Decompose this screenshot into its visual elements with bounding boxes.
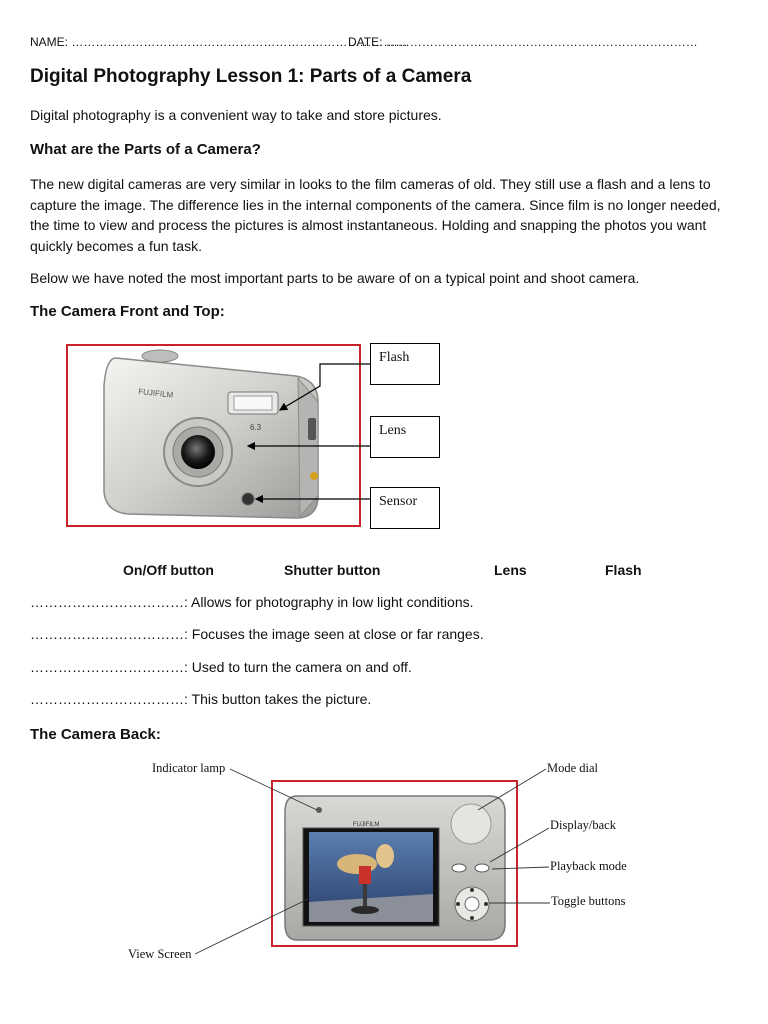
word-bank-item: Flash xyxy=(605,562,642,578)
label-lens: Lens xyxy=(370,416,440,458)
answer-blank[interactable]: ……………………………: xyxy=(30,594,188,610)
page-title: Digital Photography Lesson 1: Parts of a Camera xyxy=(30,66,472,87)
answer-blank[interactable]: ……………………………: xyxy=(30,691,188,707)
section-heading-back: The Camera Back: xyxy=(30,726,161,743)
name-field: NAME: ………………………………………………………………………… xyxy=(30,35,408,49)
front-brand-text: FUJIFILM xyxy=(137,387,174,400)
parts-paragraph-2: Below we have noted the most important parts to be aware of on a typical point and shoot camera. xyxy=(30,270,640,286)
parts-paragraph: The new digital cameras are very similar in looks to the film cameras of old. They still use a flash and a lens to capture the image. The difference lies in the internal components of the camera. Since film is no longer needed, the time to view and process the pictures is almost instantaneous. Holding and snapping the photos you want quickly becomes a fun task. xyxy=(30,176,721,254)
section-heading-parts: What are the Parts of a Camera? xyxy=(30,141,261,158)
word-bank-item: On/Off button xyxy=(123,562,214,578)
svg-text:6.3: 6.3 xyxy=(250,423,262,432)
answer-blank[interactable]: ……………………………: xyxy=(30,659,188,675)
label-playback-mode: Playback mode xyxy=(550,859,627,873)
label-mode-dial: Mode dial xyxy=(547,761,599,775)
question-text: Used to turn the camera on and off. xyxy=(191,659,412,675)
date-field: DATE: …………………………………………………………………… xyxy=(348,35,698,49)
label-indicator-lamp: Indicator lamp xyxy=(152,761,226,775)
question-text: This button takes the picture. xyxy=(191,691,372,707)
answer-blank[interactable]: ……………………………: xyxy=(30,626,188,642)
question-text: Focuses the image seen at close or far ranges. xyxy=(191,626,484,642)
word-bank-item: Shutter button xyxy=(284,562,381,578)
question-text: Allows for photography in low light conditions. xyxy=(191,594,474,610)
label-sensor: Sensor xyxy=(370,487,440,529)
label-flash: Flash xyxy=(370,343,440,385)
back-brand-text: FUJIFILM xyxy=(353,822,380,828)
label-view-screen: View Screen xyxy=(128,947,192,961)
section-heading-front: The Camera Front and Top: xyxy=(30,303,225,320)
word-bank-item: Lens xyxy=(494,562,527,578)
label-display-back: Display/back xyxy=(550,818,616,832)
label-toggle-buttons: Toggle buttons xyxy=(551,894,626,908)
intro-text: Digital photography is a convenient way to take and store pictures. xyxy=(30,107,442,123)
